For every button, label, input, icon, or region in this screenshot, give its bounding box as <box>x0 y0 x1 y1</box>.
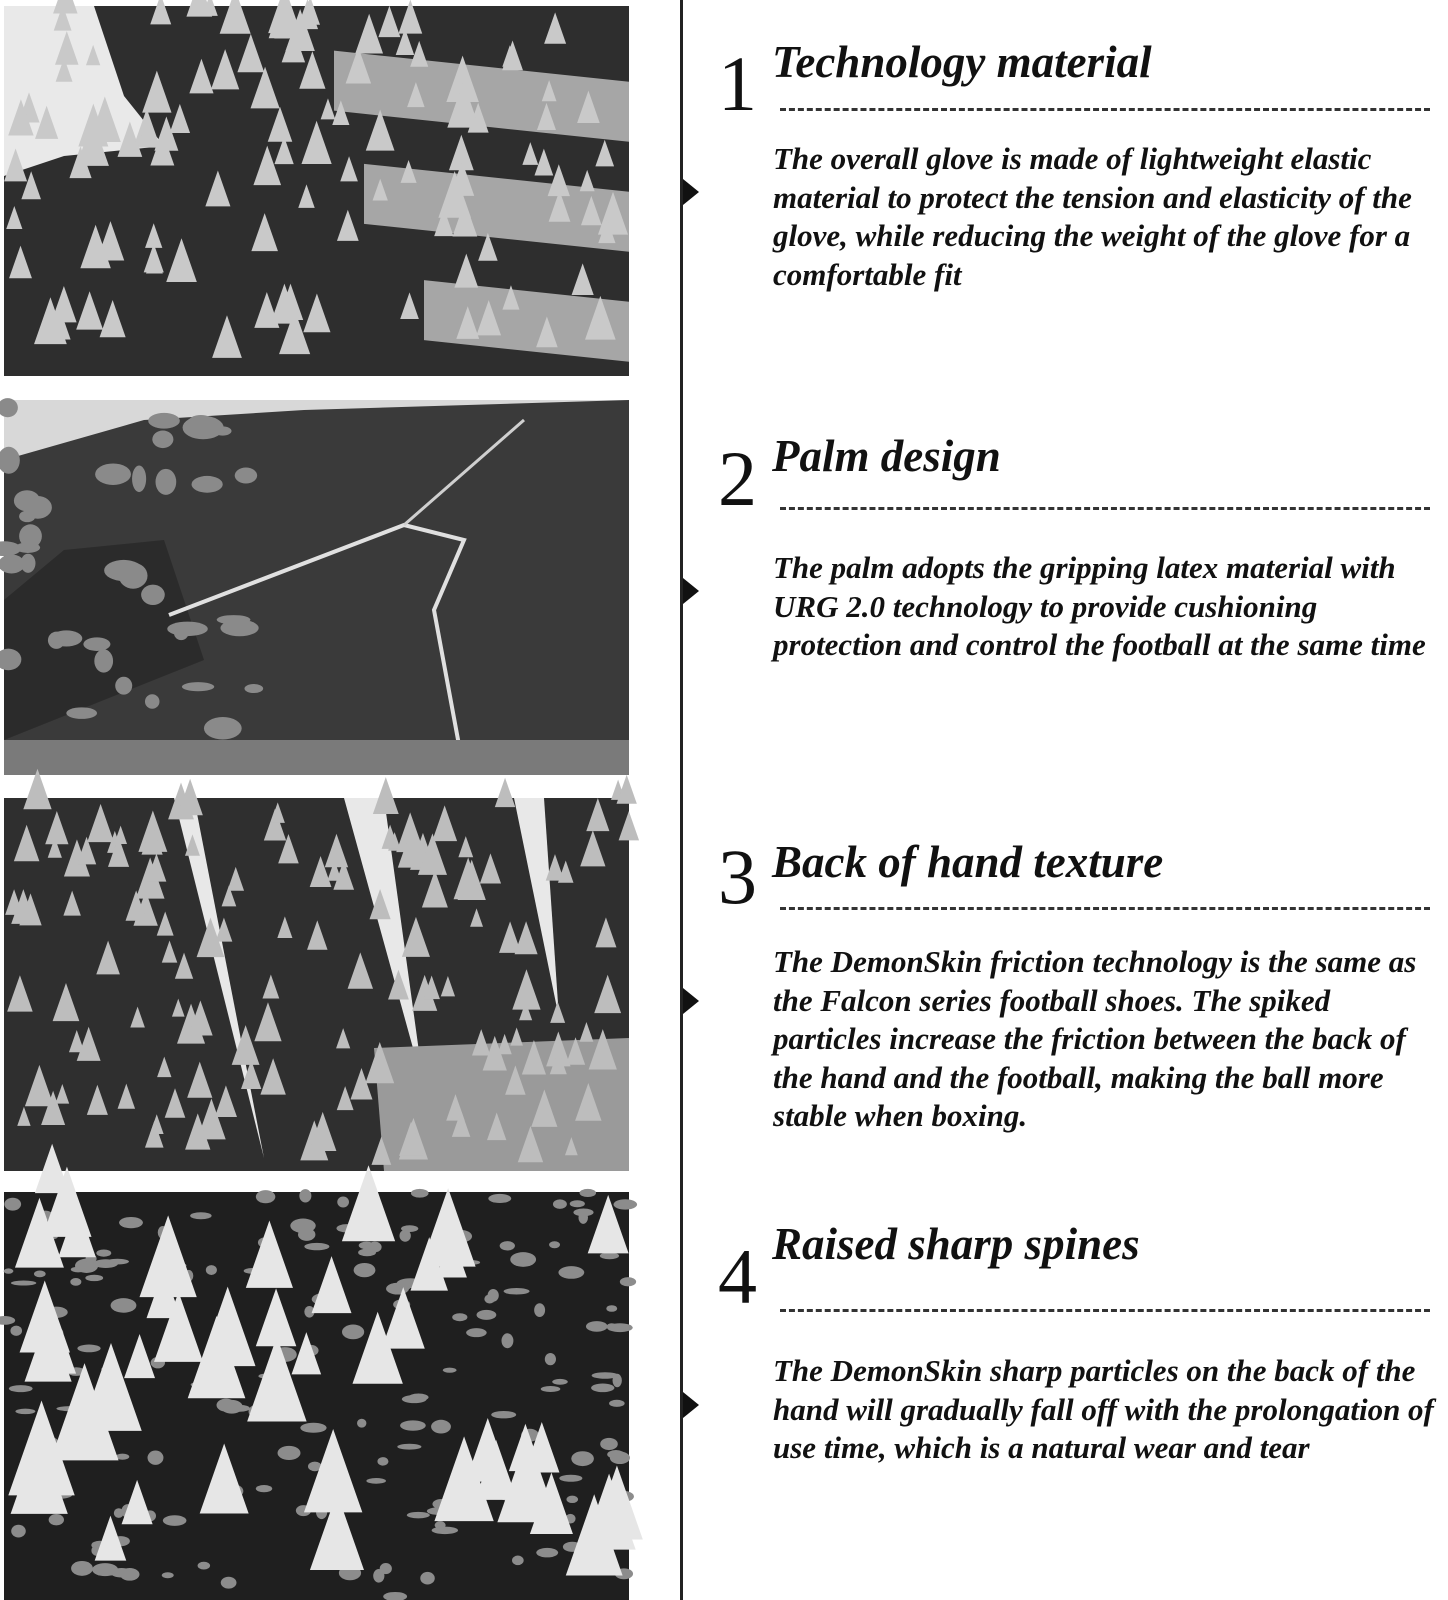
texture-dot <box>411 1189 429 1198</box>
texture-dot <box>92 1563 118 1576</box>
feature-number: 4 <box>718 1233 757 1320</box>
texture-dot <box>192 476 223 493</box>
feature-number: 1 <box>718 40 757 127</box>
texture-dot <box>559 1475 582 1482</box>
photo-back-of-hand <box>4 798 629 1171</box>
spike-mark <box>53 0 78 14</box>
texture-dot <box>115 677 132 695</box>
texture-dot <box>549 1241 560 1248</box>
texture-dot <box>408 1394 428 1401</box>
texture-dot <box>217 615 251 624</box>
texture-dot <box>152 431 173 449</box>
texture-dot <box>49 1514 64 1525</box>
texture-dot <box>606 1305 617 1312</box>
pointer-arrow-4 <box>683 1392 699 1418</box>
texture-dot <box>432 1527 458 1534</box>
texture-dot <box>21 554 36 573</box>
texture-dot <box>24 496 52 519</box>
feature-title: Technology material <box>772 37 1152 87</box>
texture-dot <box>11 1281 36 1286</box>
texture-dot <box>337 1196 349 1207</box>
texture-dot <box>299 1189 311 1202</box>
texture-dot <box>354 1263 376 1277</box>
texture-dot <box>342 1325 364 1340</box>
texture-dot <box>553 1199 567 1208</box>
texture-dot <box>132 465 146 492</box>
texture-dot <box>71 1561 93 1576</box>
texture-dot <box>570 1200 585 1207</box>
texture-dot <box>534 1303 545 1317</box>
texture-dot <box>156 469 177 495</box>
texture-dot <box>198 1562 210 1570</box>
texture-dot <box>366 1478 386 1484</box>
knit-stripes-spikes-photo <box>4 6 629 376</box>
spines-closeup-photo <box>4 1192 629 1600</box>
texture-dot <box>4 1268 14 1273</box>
texture-dot <box>600 1438 618 1450</box>
texture-dot <box>278 1446 301 1460</box>
photo-technology-material <box>4 6 629 376</box>
feature-title: Back of hand texture <box>772 837 1164 887</box>
texture-dot <box>620 1277 636 1286</box>
texture-dot <box>536 1548 558 1558</box>
texture-dot <box>401 1225 418 1232</box>
feature-number: 3 <box>718 833 757 920</box>
texture-dot <box>206 1265 217 1275</box>
texture-dot <box>443 1368 457 1373</box>
photo-palm-design <box>4 400 629 775</box>
texture-dot <box>566 1496 578 1503</box>
texture-dot <box>504 1288 530 1295</box>
feature-description: The overall glove is made of lightweight elastic material to protect the tension and elasticity of the glove, while reducing the weight of the glove for a comfortable fit <box>773 141 1412 292</box>
texture-dot <box>359 1242 375 1250</box>
pointer-arrow-3 <box>683 988 699 1014</box>
texture-dot <box>182 682 214 691</box>
texture-dot <box>591 1384 614 1393</box>
texture-dot <box>94 649 113 672</box>
feature-number: 2 <box>718 435 757 522</box>
texture-dot <box>510 1252 536 1267</box>
spike-mark <box>373 777 399 814</box>
texture-dot <box>377 1457 388 1465</box>
texture-dot <box>400 1420 426 1430</box>
texture-dot <box>221 1577 237 1589</box>
texture-dot <box>290 1219 315 1233</box>
feature-description: The DemonSkin friction technology is the same as the Falcon series football shoes. The spiked particles increase the friction between the back of the hand and the football, making the ball more stable when boxing. <box>773 944 1417 1133</box>
texture-dot <box>431 1420 451 1434</box>
feature-description: The palm adopts the gripping latex material with URG 2.0 technology to provide cushioning protection and control the football at the same time <box>773 550 1426 662</box>
divider-dashed <box>780 907 1430 910</box>
texture-dot <box>558 1266 584 1279</box>
texture-dot <box>85 1275 103 1281</box>
texture-dot <box>397 1444 421 1450</box>
texture-dot <box>357 1419 366 1428</box>
texture-dot <box>502 1333 514 1348</box>
feature-description: The DemonSkin sharp particles on the back of the hand will gradually fall off with the prolongation of use time, which is a natural wear and tear <box>773 1353 1434 1465</box>
texture-dot <box>15 542 40 553</box>
texture-dot <box>162 1572 174 1578</box>
divider-dashed <box>780 1309 1430 1312</box>
texture-dot <box>407 1512 430 1518</box>
texture-dot <box>420 1572 434 1585</box>
texture-dot <box>607 1323 617 1329</box>
texture-dot <box>66 707 97 719</box>
texture-dot <box>214 426 232 435</box>
texture-dot <box>119 1217 143 1228</box>
texture-dot <box>163 1515 187 1526</box>
texture-dot <box>500 1241 515 1250</box>
texture-dot <box>300 1423 326 1433</box>
texture-dot <box>95 463 131 484</box>
texture-dot <box>148 1451 164 1465</box>
texture-dot <box>111 1298 137 1313</box>
texture-dot <box>70 1278 81 1286</box>
texture-dot <box>573 1209 593 1217</box>
texture-dot <box>552 1379 568 1385</box>
pointer-arrow-1 <box>683 179 699 205</box>
texture-dot <box>244 684 263 693</box>
texture-dot <box>104 560 143 581</box>
texture-dot <box>491 1411 516 1418</box>
texture-dot <box>484 1294 495 1303</box>
texture-dot <box>93 1259 118 1268</box>
texture-dot <box>609 1400 625 1407</box>
divider-dashed <box>780 108 1430 111</box>
photo-raised-spines <box>4 1192 629 1600</box>
texture-dot <box>221 1400 243 1414</box>
texture-dot <box>34 1271 46 1278</box>
texture-dot <box>452 1313 467 1321</box>
feature-title: Palm design <box>772 431 1001 481</box>
divider-line <box>680 0 683 1600</box>
texture-dot <box>235 468 257 484</box>
texture-dot <box>148 413 180 429</box>
texture-dot <box>580 1189 597 1197</box>
latex-palm-photo <box>4 400 629 775</box>
texture-dot <box>4 1198 21 1211</box>
texture-dot <box>10 1326 22 1336</box>
divider-dashed <box>780 507 1430 510</box>
texture-dot <box>141 585 165 605</box>
texture-dot <box>256 1190 275 1203</box>
texture-dot <box>586 1321 608 1332</box>
texture-dot <box>541 1386 561 1392</box>
pointer-arrow-2 <box>683 578 699 604</box>
texture-dot <box>607 1450 624 1459</box>
texture-dot <box>83 637 110 651</box>
texture-dot <box>613 1199 637 1209</box>
texture-dot <box>571 1451 594 1466</box>
texture-dot <box>512 1556 524 1566</box>
texture-dot <box>9 1385 33 1392</box>
texture-dot <box>545 1353 556 1365</box>
texture-dot <box>190 1212 211 1219</box>
texture-dot <box>51 630 83 646</box>
spike-mark <box>495 778 515 807</box>
texture-dot <box>96 1249 111 1256</box>
fingers-spikes-photo <box>4 798 629 1171</box>
texture-dot <box>592 1372 619 1379</box>
texture-dot <box>435 1521 446 1529</box>
texture-dot <box>15 1409 35 1415</box>
texture-dot <box>167 622 208 636</box>
texture-dot <box>388 1283 411 1291</box>
texture-dot <box>304 1243 329 1250</box>
texture-dot <box>145 694 160 709</box>
texture-dot <box>204 717 242 740</box>
texture-dot <box>11 1525 26 1538</box>
texture-dot <box>77 1345 100 1353</box>
texture-dot <box>488 1194 511 1203</box>
feature-title: Raised sharp spines <box>772 1219 1140 1269</box>
texture-dot <box>373 1569 384 1583</box>
texture-dot <box>466 1328 487 1337</box>
texture-dot <box>358 1249 376 1257</box>
texture-dot <box>477 1310 497 1320</box>
texture-dot <box>256 1485 272 1492</box>
